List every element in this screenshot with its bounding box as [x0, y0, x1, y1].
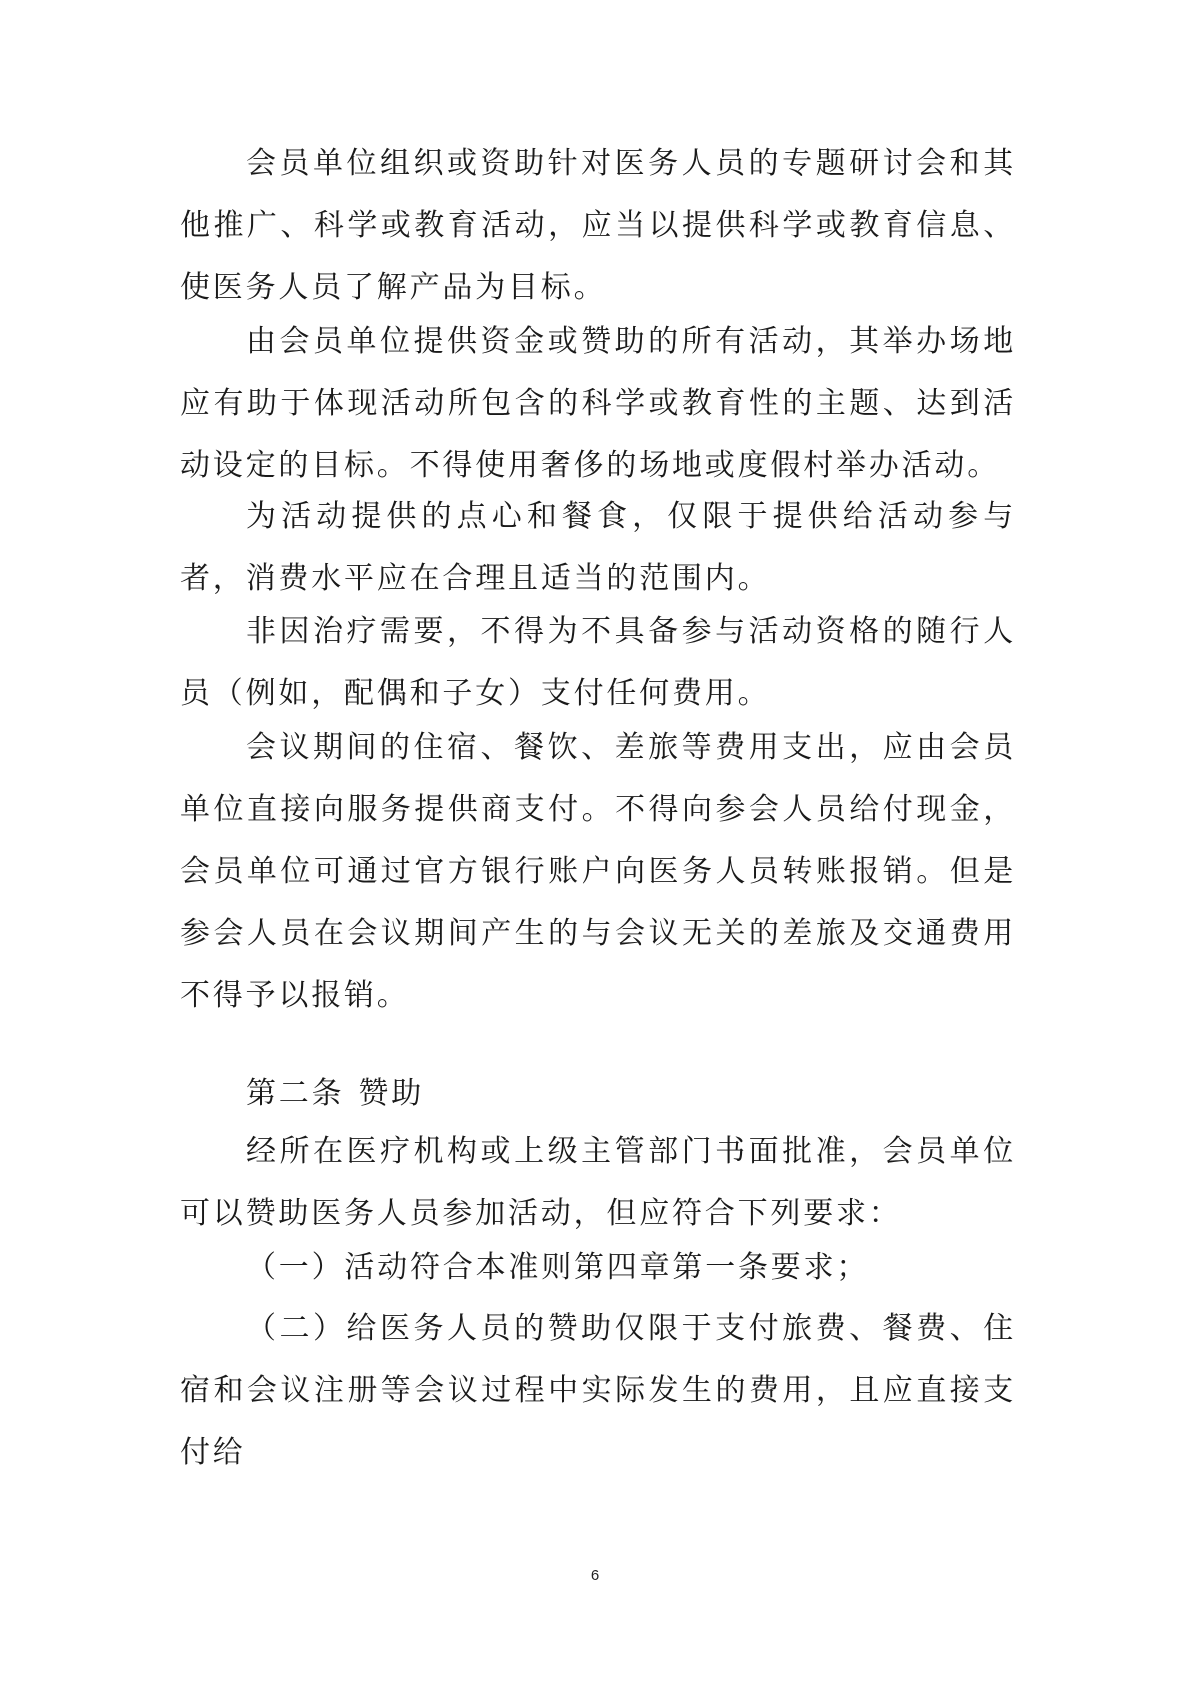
paragraph-activity-purpose: 会员单位组织或资助针对医务人员的专题研讨会和其他推广、科学或教育活动，应当以提供科学或教育信息、使医务人员了解产品为目标。 [180, 146, 1016, 305]
list-item-requirement-1: （一）活动符合本准则第四章第一条要求； [246, 1250, 870, 1285]
section-heading [246, 1063, 424, 1125]
paragraph-meals: 为活动提供的点心和餐食，仅限于提供给活动参与者，消费水平应在合理且适当的范围内。 [180, 499, 1016, 596]
section-number: 第二条 [246, 1076, 345, 1111]
section-title: 赞助 [358, 1076, 425, 1111]
page-number: 6 [590, 1567, 600, 1584]
paragraph-expenses: 会议期间的住宿、餐饮、差旅等费用支出，应由会员单位直接向服务提供商支付。不得向参会人员给付现金，会员单位可通过官方银行账户向医务人员转账报销。但是参会人员在会议期间产生的与会议无关的差旅及交通费用不得予以报销。 [180, 730, 1016, 1013]
paragraph-sponsorship-intro: 经所在医疗机构或上级主管部门书面批准，会员单位可以赞助医务人员参加活动，但应符合下列要求： [180, 1134, 1016, 1231]
paragraph-venue: 由会员单位提供资金或赞助的所有活动，其举办场地应有助于体现活动所包含的科学或教育性的主题、达到活动设定的目标。不得使用奢侈的场地或度假村举办活动。 [180, 324, 1016, 483]
paragraph-companions: 非因治疗需要，不得为不具备参与活动资格的随行人员（例如，配偶和子女）支付任何费用。 [180, 614, 1016, 711]
list-item-requirement-2: （二）给医务人员的赞助仅限于支付旅费、餐费、住宿和会议注册等会议过程中实际发生的费用，且应直接支付给 [180, 1311, 1016, 1470]
